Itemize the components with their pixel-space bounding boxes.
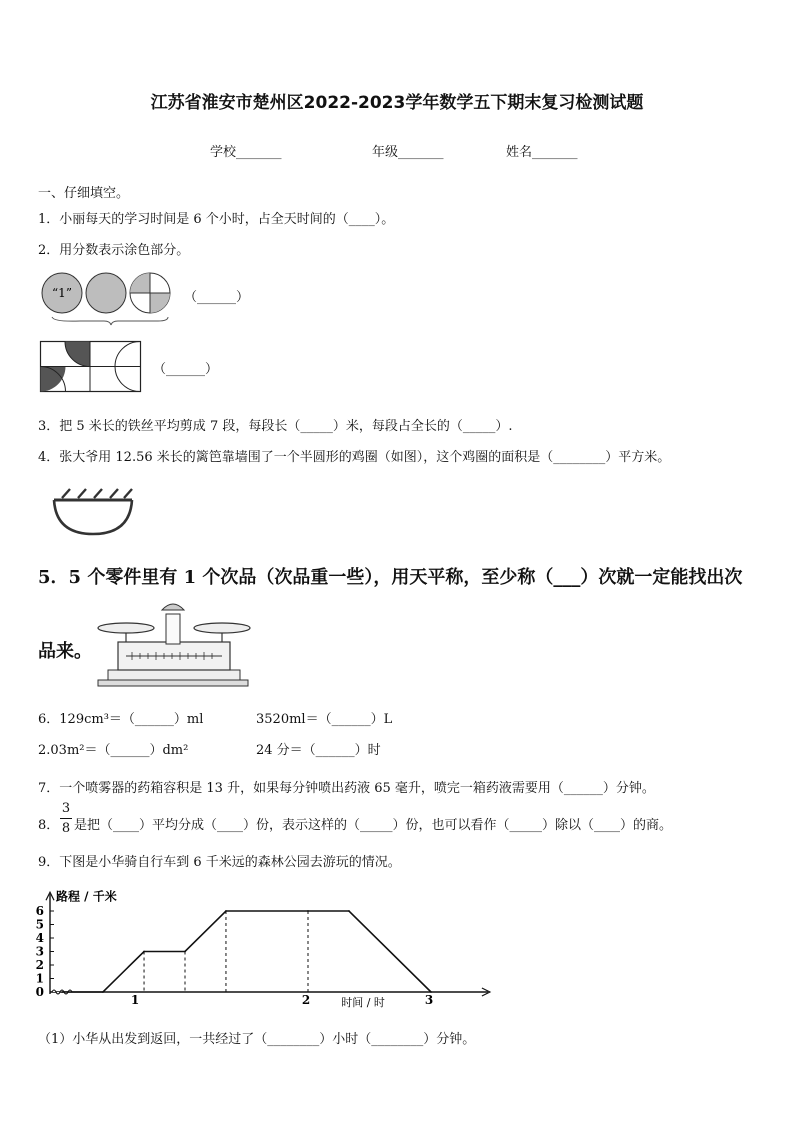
data-point bbox=[225, 910, 227, 912]
question-9-sub-1: （1）小华从出发到返回，一共经过了（________）小时（________）分钟。 bbox=[38, 1032, 476, 1047]
question-9: 9．下图是小华骑自行车到 6 千米远的森林公园去游玩的情况。 bbox=[38, 855, 401, 870]
question-2-blank-1: （______） bbox=[184, 290, 250, 305]
data-point bbox=[430, 991, 432, 993]
question-2-blank-2: （______） bbox=[153, 362, 219, 377]
y-tick-label: 2 bbox=[35, 958, 44, 972]
question-2: 2．用分数表示涂色部分。 bbox=[38, 243, 190, 258]
y-tick-label: 1 bbox=[35, 971, 44, 986]
question-6a: 6．129cm³＝（______）ml bbox=[38, 712, 204, 727]
y-tick-label: 6 bbox=[35, 904, 44, 918]
fraction-numerator: 3 bbox=[61, 801, 71, 816]
data-point bbox=[184, 951, 186, 953]
question-5-line-2: 品来。 bbox=[38, 641, 92, 662]
grade-field: 年级_______ bbox=[372, 145, 444, 160]
page-title: 江苏省淮安市楚州区2022-2023学年数学五下期末复习检测试题 bbox=[150, 93, 644, 113]
circle-unit-label: “1” bbox=[52, 286, 72, 300]
question-5-line-1: 5．5 个零件里有 1 个次品（次品重一些），用天平称，至少称（___）次就一定能找出次 bbox=[38, 567, 743, 588]
x-tick-label: 2 bbox=[301, 993, 311, 1007]
y-tick-label: 4 bbox=[35, 931, 44, 945]
x-axis-label: 时间 / 时 bbox=[341, 996, 385, 1009]
question-7: 7．一个喷雾器的药箱容积是 13 升，如果每分钟喷出药液 65 毫升，喷完一箱药液需要用（______）分钟。 bbox=[38, 781, 655, 796]
question-6b: 3520ml＝（______）L bbox=[256, 712, 393, 727]
y-tick-label: 5 bbox=[35, 917, 44, 932]
school-field: 学校_______ bbox=[210, 145, 282, 160]
y-tick-label: 3 bbox=[35, 944, 44, 959]
data-point bbox=[348, 910, 350, 912]
question-4: 4．张大爷用 12.56 米长的篱笆靠墙围了一个半圆形的鸡圈（如图），这个鸡圈的面积是（________）平方米。 bbox=[38, 450, 671, 465]
x-tick-label: 1 bbox=[130, 993, 140, 1007]
data-point bbox=[307, 910, 309, 912]
question-6d: 24 分＝（______）时 bbox=[256, 743, 381, 758]
question-6c: 2.03m²＝（______）dm² bbox=[38, 743, 189, 758]
y-axis-label: 路程 / 千米 bbox=[56, 889, 117, 904]
question-3: 3．把 5 米长的铁丝平均剪成 7 段，每段长（_____）米，每段占全长的（_____）. bbox=[38, 419, 513, 434]
fraction-denominator: 8 bbox=[61, 821, 71, 836]
distance-series-line bbox=[62, 911, 431, 992]
question-8: 是把（____）平均分成（____）份，表示这样的（_____）份，也可以看作（_____）除以（____）的商。 bbox=[74, 818, 673, 833]
data-point bbox=[61, 991, 63, 993]
y-tick-label: 0 bbox=[35, 985, 44, 999]
question-8-number: 8． bbox=[38, 818, 60, 833]
data-point bbox=[143, 951, 145, 953]
name-field: 姓名_______ bbox=[506, 145, 578, 160]
x-tick-label: 3 bbox=[424, 993, 434, 1007]
question-1: 1．小丽每天的学习时间是 6 个小时，占全天时间的（____）。 bbox=[38, 212, 395, 227]
data-point bbox=[102, 991, 104, 993]
section-heading: 一、仔细填空。 bbox=[38, 186, 130, 201]
